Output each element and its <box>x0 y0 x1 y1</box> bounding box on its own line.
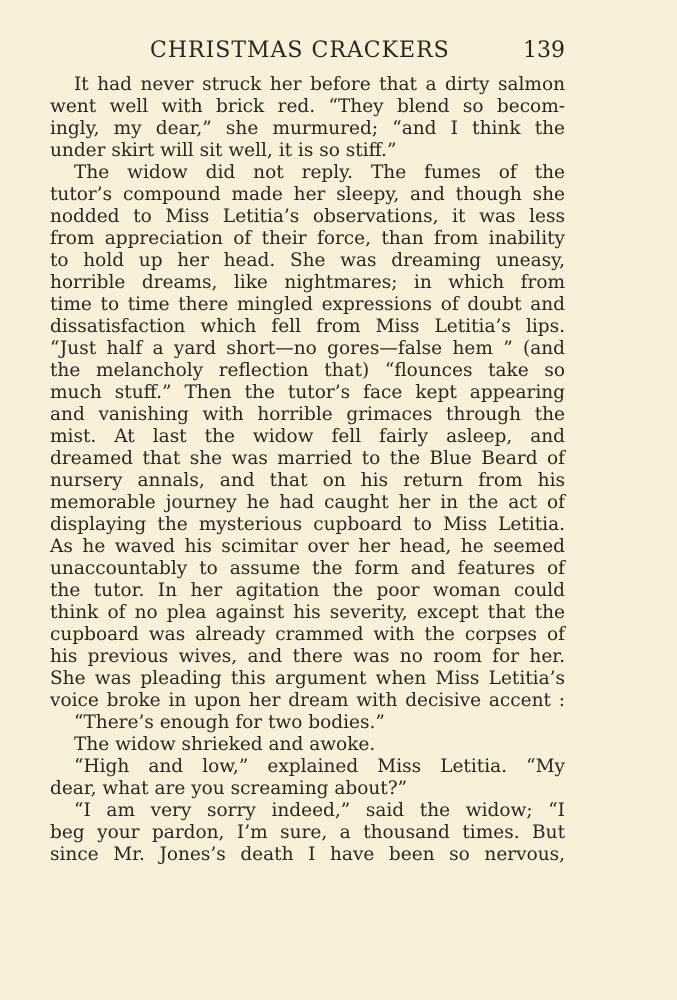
text-line: since Mr. Jones’s death I have been so nervous, <box>50 844 565 865</box>
text-line: from appreciation of their force, than from inability <box>50 228 565 249</box>
page-number: 139 <box>523 38 565 63</box>
text-line: under skirt will sit well, it is so stiff.” <box>50 140 397 161</box>
text-line: displaying the mysterious cupboard to Miss Letitia. <box>50 514 565 535</box>
text-line: “Just half a yard short—no gores—false hem ” (and <box>50 338 565 359</box>
body-text <box>50 74 565 866</box>
text-line: time to time there mingled expressions of doubt and <box>50 294 565 315</box>
text-line: ingly, my dear,” she murmured; “and I think the <box>50 118 565 139</box>
text-line: “I am very sorry indeed,” said the widow; “I <box>74 800 565 821</box>
text-line: the melancholy reflection that) “flounces take so <box>50 360 565 381</box>
text-line: tutor’s compound made her sleepy, and though she <box>50 184 565 205</box>
text-line: cupboard was already crammed with the corpses of <box>50 624 565 645</box>
text-line: nursery annals, and that on his return from his <box>50 470 565 491</box>
text-line: “There’s enough for two bodies.” <box>74 712 385 733</box>
text-line: dreamed that she was married to the Blue Beard of <box>50 448 565 469</box>
text-line: and vanishing with horrible grimaces through the <box>50 404 565 425</box>
text-line: unaccountably to assume the form and features of <box>50 558 565 579</box>
text-line: dear, what are you screaming about?” <box>50 778 408 799</box>
text-line: The widow did not reply. The fumes of the <box>74 162 565 183</box>
text-line: dissatisfaction which fell from Miss Letitia’s lips. <box>50 316 565 337</box>
text-line: As he waved his scimitar over her head, he seemed <box>50 536 565 557</box>
text-line: The widow shrieked and awoke. <box>74 734 376 755</box>
text-line: to hold up her head. She was dreaming uneasy, <box>50 250 565 271</box>
page-header <box>50 36 565 66</box>
text-line: beg your pardon, I’m sure, a thousand times. But <box>50 822 565 843</box>
text-line: voice broke in upon her dream with decisive accent : <box>50 690 565 711</box>
text-line: nodded to Miss Letitia’s observations, it was less <box>50 206 565 227</box>
text-line: She was pleading this argument when Miss Letitia’s <box>50 668 565 689</box>
text-line: think of no plea against his severity, except that the <box>50 602 565 623</box>
text-line: went well with brick red. “They blend so becom- <box>50 96 565 117</box>
running-head: CHRISTMAS CRACKERS <box>150 38 450 63</box>
text-line: horrible dreams, like nightmares; in which from <box>50 272 565 293</box>
text-line: mist. At last the widow fell fairly asleep, and <box>50 426 565 447</box>
text-line: “High and low,” explained Miss Letitia. “My <box>74 756 565 777</box>
text-line: the tutor. In her agitation the poor woman could <box>50 580 565 601</box>
text-line: memorable journey he had caught her in the act of <box>50 492 565 513</box>
text-line: It had never struck her before that a dirty salmon <box>74 74 565 95</box>
text-line: much stuff.” Then the tutor’s face kept appearing <box>50 382 565 403</box>
text-line: his previous wives, and there was no room for her. <box>50 646 565 667</box>
